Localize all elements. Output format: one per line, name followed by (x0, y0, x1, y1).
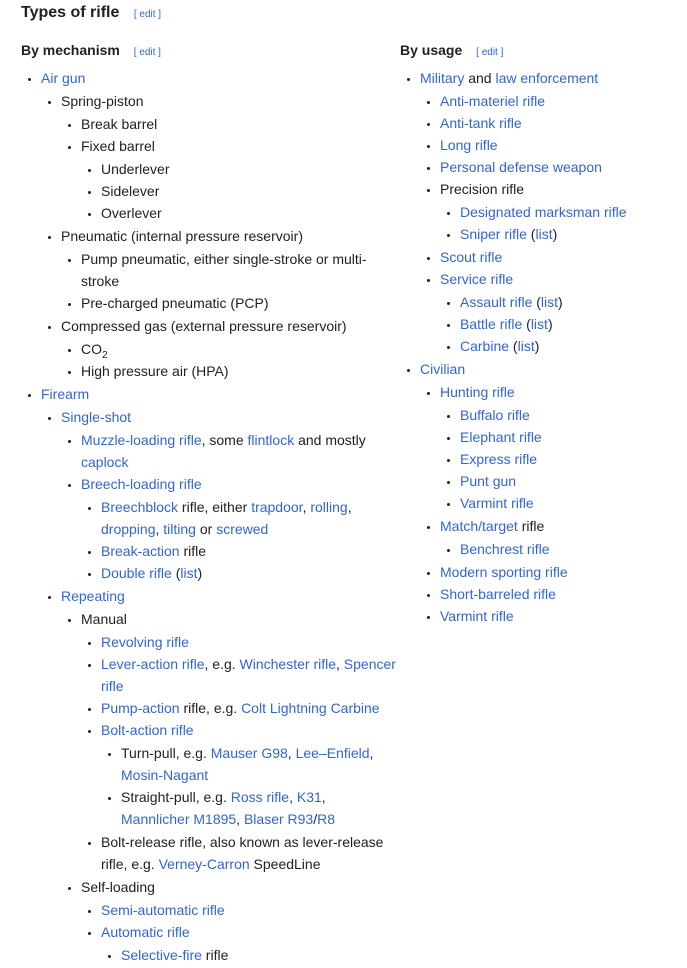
wiki-link[interactable]: Buffalo rifle (460, 407, 530, 423)
nested-list (61, 338, 397, 382)
list-item (440, 605, 680, 627)
wiki-link[interactable]: Colt Lightning Carbine (241, 700, 380, 716)
item-text: Sidelever (101, 183, 160, 199)
list-item (41, 383, 397, 966)
wiki-link[interactable]: tilting (163, 521, 196, 537)
wiki-link[interactable]: Benchrest rifle (460, 541, 550, 557)
wiki-link[interactable]: Hunting rifle (440, 384, 515, 400)
item-text: Compressed gas (external pressure reservoir) (61, 318, 347, 334)
item-text: ) (552, 226, 558, 242)
list-item (440, 246, 680, 268)
wiki-link[interactable]: Service rifle (440, 271, 514, 287)
wiki-link[interactable]: Long rifle (440, 137, 498, 153)
nested-list (61, 248, 397, 314)
nested-list (81, 158, 397, 224)
nested-list (101, 944, 397, 966)
list-item (81, 135, 397, 224)
item-text: rifle, either (178, 499, 252, 515)
wiki-link[interactable]: list (530, 316, 548, 332)
list-item (101, 921, 397, 966)
list-item (101, 180, 397, 202)
item-text: , (287, 745, 296, 761)
wiki-link[interactable]: Punt gun (460, 473, 517, 489)
wiki-link[interactable]: Muzzle-loading rifle (81, 432, 202, 448)
wiki-link[interactable]: Mosin-Nagant (121, 767, 209, 783)
list-item (460, 201, 680, 223)
item-text: Self-loading (81, 879, 155, 895)
list-item (440, 515, 680, 560)
item-text: ) (547, 316, 553, 332)
list-item (460, 335, 680, 357)
edit-by-usage-link[interactable]: [ edit ] (476, 47, 504, 58)
list-item (81, 473, 397, 584)
item-text: or (195, 521, 217, 537)
list-item (460, 291, 680, 313)
nested-list (41, 90, 397, 382)
list-item (101, 202, 397, 224)
item-text: ( (532, 294, 541, 310)
nested-list (61, 608, 397, 966)
item-text: High pressure air (HPA) (81, 363, 229, 379)
nested-list (41, 406, 397, 966)
wiki-link[interactable]: K31 (296, 789, 322, 805)
nested-list (440, 538, 680, 560)
list-item (460, 223, 680, 245)
nested-list (81, 631, 397, 875)
item-text: Precision rifle (440, 181, 525, 197)
nested-list (440, 291, 680, 357)
wiki-link[interactable]: flintlock (247, 432, 295, 448)
item-text: ) (534, 338, 540, 354)
list-item (460, 448, 680, 470)
by-usage-heading (400, 40, 680, 63)
wiki-link[interactable]: Spencer rifle (101, 656, 396, 694)
list-item (61, 315, 397, 382)
list-item (440, 112, 680, 134)
list-item (440, 268, 680, 357)
nested-list (101, 742, 397, 830)
wiki-link[interactable]: Ross rifle (230, 789, 290, 805)
wiki-link[interactable]: Firearm (41, 386, 90, 402)
list-item (460, 426, 680, 448)
wiki-link[interactable]: Military (420, 70, 465, 86)
item-text: rifle (201, 947, 229, 963)
item-text: ( (522, 316, 531, 332)
wiki-link[interactable]: Single-shot (61, 409, 132, 425)
item-text: ) (558, 294, 563, 310)
mechanism-list (21, 67, 397, 966)
wiki-link[interactable]: Automatic rifle (101, 924, 190, 940)
item-text: rifle (179, 543, 207, 559)
item-text: , (369, 745, 374, 761)
list-item (420, 358, 680, 627)
list-item (101, 831, 397, 875)
wiki-link[interactable]: Blaser R93 (243, 811, 314, 827)
item-text: , (289, 789, 297, 805)
wiki-link[interactable]: Civilian (420, 361, 466, 377)
wiki-link[interactable]: Selective-fire (121, 947, 202, 963)
nested-list (81, 496, 397, 584)
wiki-link[interactable]: Winchester rifle (239, 656, 336, 672)
list-item (81, 292, 397, 314)
wiki-link[interactable]: rolling (310, 499, 348, 515)
heading-text: By usage (400, 42, 463, 58)
item-text: , e.g. (204, 656, 240, 672)
wiki-link[interactable]: R8 (317, 811, 336, 827)
wiki-link[interactable]: list (517, 338, 535, 354)
list-item (440, 134, 680, 156)
item-text: rifle (517, 518, 545, 534)
wiki-link[interactable]: Mauser G98 (210, 745, 288, 761)
list-item (101, 540, 397, 562)
list-item (81, 876, 397, 966)
list-item (101, 496, 397, 540)
list-item (61, 225, 397, 314)
wiki-link[interactable]: Air gun (41, 70, 86, 86)
list-item (81, 429, 397, 473)
wiki-link[interactable]: Match/target (440, 518, 518, 534)
item-text: ( (526, 226, 536, 242)
item-text: , (336, 656, 344, 672)
wiki-link[interactable]: Double rifle (101, 565, 172, 581)
list-item (101, 158, 397, 180)
item-text: CO (81, 341, 102, 357)
wiki-link[interactable]: Lee–Enfield (295, 745, 370, 761)
item-text: , (155, 521, 164, 537)
list-item (420, 67, 680, 357)
item-text: Pneumatic (internal pressure reservoir) (61, 228, 303, 244)
item-text: ( (509, 338, 518, 354)
wiki-link[interactable]: Scout rifle (440, 249, 503, 265)
list-item (440, 583, 680, 605)
item-text: rifle, e.g. (179, 700, 242, 716)
item-text: Underlever (101, 161, 170, 177)
wiki-link[interactable]: Break-action (101, 543, 180, 559)
by-mechanism-heading (21, 40, 397, 63)
wiki-link[interactable]: Assault rifle (460, 294, 533, 310)
nested-list (440, 201, 680, 245)
list-item (101, 719, 397, 830)
heading-text: By mechanism (21, 42, 120, 58)
wiki-link[interactable]: Express rifle (460, 451, 538, 467)
wiki-link[interactable]: law enforcement (495, 70, 599, 86)
wiki-link[interactable]: Anti-materiel rifle (440, 93, 546, 109)
list-item (460, 492, 680, 514)
nested-list (81, 899, 397, 966)
list-item (101, 653, 397, 697)
list-item (460, 313, 680, 335)
section-title-text: Types of rifle (21, 4, 120, 21)
item-text: , (347, 499, 352, 515)
nested-list (420, 90, 680, 357)
wiki-link[interactable]: Breechblock (101, 499, 179, 515)
nested-list (440, 404, 680, 514)
list-item (101, 562, 397, 584)
list-item (101, 697, 397, 719)
usage-list (400, 67, 680, 627)
list-item (61, 406, 397, 584)
item-text: Turn-pull, e.g. (121, 745, 211, 761)
item-text: ) (197, 565, 203, 581)
item-text: Pre-charged pneumatic (PCP) (81, 295, 269, 311)
wiki-link[interactable]: Anti-tank rifle (440, 115, 522, 131)
list-item (460, 470, 680, 492)
wiki-link[interactable]: Bolt-action rifle (101, 722, 194, 738)
wiki-link[interactable]: Personal defense weapon (440, 159, 602, 175)
list-item (121, 786, 397, 830)
list-item (121, 944, 397, 966)
by-usage-column (400, 40, 680, 628)
wiki-link[interactable]: Varmint rifle (460, 495, 534, 511)
list-item (440, 178, 680, 245)
item-text: Pump pneumatic, either single-stroke or multi-stroke (81, 251, 367, 289)
item-text: and (464, 70, 496, 86)
edit-by-mechanism-link[interactable]: [ edit ] (133, 47, 161, 58)
wiki-link[interactable]: caplock (81, 454, 129, 470)
wiki-link[interactable]: Pump-action (101, 700, 180, 716)
wiki-link[interactable]: Elephant rifle (460, 429, 542, 445)
list-item (81, 360, 397, 382)
edit-section-link[interactable]: [ edit ] (133, 9, 162, 20)
by-mechanism-column (21, 40, 397, 967)
nested-list (61, 113, 397, 224)
list-item (41, 67, 397, 382)
item-text: , (302, 499, 311, 515)
wiki-link[interactable]: Short-barreled rifle (440, 586, 556, 602)
item-text: / (313, 811, 318, 827)
wiki-link[interactable]: Modern sporting rifle (440, 564, 568, 580)
wiki-link[interactable]: list (180, 565, 198, 581)
wiki-link[interactable]: Lever-action rifle (101, 656, 205, 672)
item-text: SpeedLine (249, 856, 321, 872)
wiki-link[interactable]: Revolving rifle (101, 634, 189, 650)
item-text: Break barrel (81, 116, 158, 132)
list-item (81, 113, 397, 135)
wiki-link[interactable]: Battle rifle (460, 316, 523, 332)
wiki-link[interactable]: Repeating (61, 588, 125, 604)
list-item (81, 608, 397, 875)
item-text: Straight-pull, e.g. (121, 789, 231, 805)
list-item (460, 538, 680, 560)
section-title (21, 4, 161, 22)
list-item (101, 899, 397, 921)
item-text: ( (171, 565, 181, 581)
list-item (440, 156, 680, 178)
wiki-link[interactable]: Breech-loading rifle (81, 476, 202, 492)
list-item (440, 381, 680, 514)
wiki-link[interactable]: dropping (101, 521, 156, 537)
item-text: Manual (81, 611, 127, 627)
list-item (101, 631, 397, 653)
item-text: , some (201, 432, 248, 448)
list-item (121, 742, 397, 786)
wiki-link[interactable]: Designated marksman rifle (460, 204, 627, 220)
wiki-link[interactable]: screwed (216, 521, 269, 537)
wiki-link[interactable]: Mannlicher M1895 (121, 811, 237, 827)
item-text: and mostly (294, 432, 366, 448)
list-item (440, 561, 680, 583)
list-item (61, 90, 397, 224)
wiki-link[interactable]: list (535, 226, 553, 242)
wiki-link[interactable]: Semi-automatic rifle (101, 902, 225, 918)
item-text: , (321, 789, 326, 805)
wiki-link[interactable]: Varmint rifle (440, 608, 514, 624)
wiki-link[interactable]: trapdoor (251, 499, 303, 515)
list-item (460, 404, 680, 426)
subscript-text: 2 (102, 349, 108, 361)
item-text: Bolt-release rifle, also known as lever-release rifle, e.g. (101, 834, 384, 872)
nested-list (61, 429, 397, 584)
item-text: Overlever (101, 205, 162, 221)
nested-list (420, 381, 680, 627)
item-text: Spring-piston (61, 93, 144, 109)
list-item (440, 90, 680, 112)
list-item (81, 338, 397, 360)
list-item (61, 585, 397, 966)
wiki-link[interactable]: Verney-Carron (158, 856, 250, 872)
item-text: Fixed barrel (81, 138, 155, 154)
wiki-link[interactable]: Sniper rifle (460, 226, 527, 242)
wiki-link[interactable]: Carbine (460, 338, 510, 354)
wiki-link[interactable]: list (540, 294, 559, 310)
list-item (81, 248, 397, 292)
item-text: , (236, 811, 244, 827)
